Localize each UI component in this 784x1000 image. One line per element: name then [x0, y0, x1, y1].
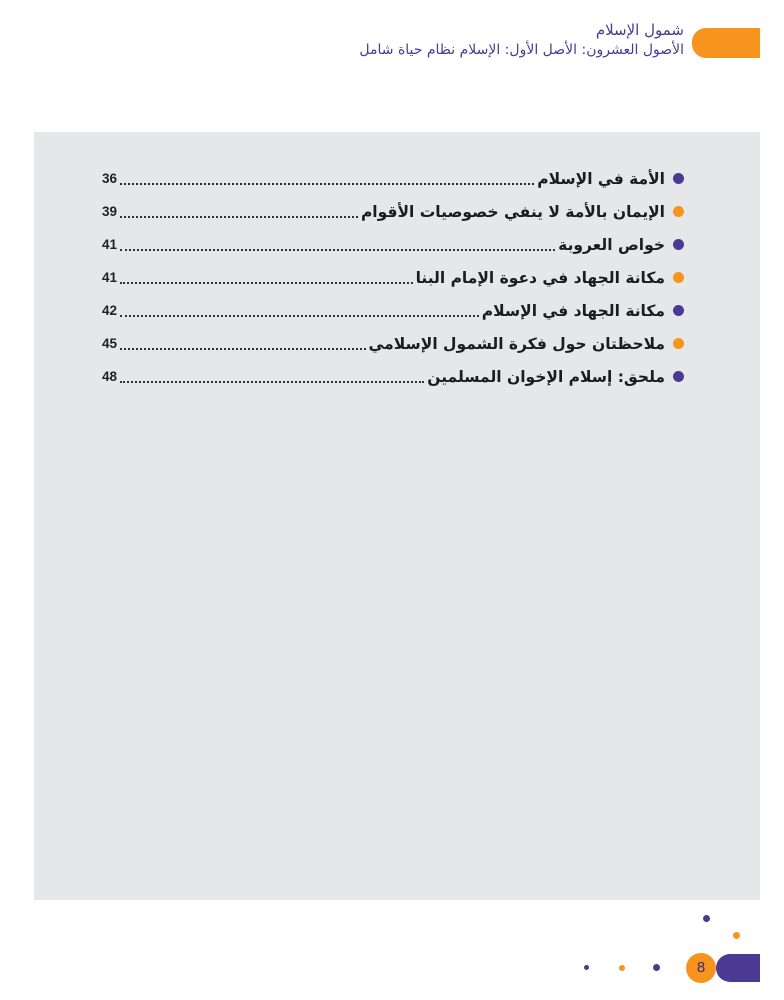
decorative-dot	[653, 964, 660, 971]
header-accent-tab	[692, 28, 760, 58]
toc-entry-title: خواص العروبة	[558, 235, 665, 254]
decorative-dot	[584, 965, 589, 970]
toc-entry[interactable]	[102, 228, 684, 261]
header-title: شمول الإسلام	[595, 21, 684, 39]
toc-entry[interactable]	[102, 162, 684, 195]
bullet-dot-icon	[673, 206, 684, 217]
toc-entry-title: مكانة الجهاد في دعوة الإمام البنا	[415, 268, 665, 287]
footer-accent-tab	[716, 954, 760, 982]
toc-entry[interactable]	[102, 360, 684, 393]
toc-entry-title: ملحق: إسلام الإخوان المسلمين	[427, 367, 665, 386]
dot-leader	[120, 282, 413, 284]
toc-entry-title: مكانة الجهاد في الإسلام	[481, 301, 665, 320]
dot-leader	[120, 348, 365, 350]
toc-entry[interactable]	[102, 195, 684, 228]
header-subtitle: الأصول العشرون: الأصل الأول: الإسلام نظام حياة شامل	[359, 42, 684, 58]
toc-entry-page: 41	[102, 237, 118, 252]
page-number-badge: 8	[686, 953, 716, 983]
toc-entry-page: 41	[102, 270, 118, 285]
decorative-dot	[703, 915, 710, 922]
toc-entry-title: الإيمان بالأمة لا ينفي خصوصيات الأقوام	[360, 202, 665, 221]
bullet-dot-icon	[673, 272, 684, 283]
dot-leader	[120, 381, 424, 383]
dot-leader	[120, 183, 534, 185]
dot-leader	[120, 216, 358, 218]
bullet-dot-icon	[673, 338, 684, 349]
toc-entry[interactable]	[102, 261, 684, 294]
toc-entry-title: ملاحظتان حول فكرة الشمول الإسلامي	[368, 334, 665, 353]
bullet-dot-icon	[673, 371, 684, 382]
running-header	[359, 20, 684, 60]
toc-entry-page: 45	[102, 336, 118, 351]
toc-entry-title: الأمة في الإسلام	[537, 169, 665, 188]
toc-entry-page: 39	[102, 204, 118, 219]
bullet-dot-icon	[673, 305, 684, 316]
bullet-dot-icon	[673, 239, 684, 250]
toc-entry-page: 42	[102, 303, 118, 318]
decorative-dot	[733, 932, 740, 939]
bullet-dot-icon	[673, 173, 684, 184]
toc-entry[interactable]	[102, 327, 684, 360]
toc-entry[interactable]	[102, 294, 684, 327]
dot-leader	[120, 315, 479, 317]
dot-leader	[120, 249, 555, 251]
decorative-dot	[619, 965, 625, 971]
table-of-contents-panel	[34, 132, 760, 900]
toc-entry-page: 48	[102, 369, 118, 384]
toc-list	[102, 162, 684, 393]
toc-entry-page: 36	[102, 171, 118, 186]
